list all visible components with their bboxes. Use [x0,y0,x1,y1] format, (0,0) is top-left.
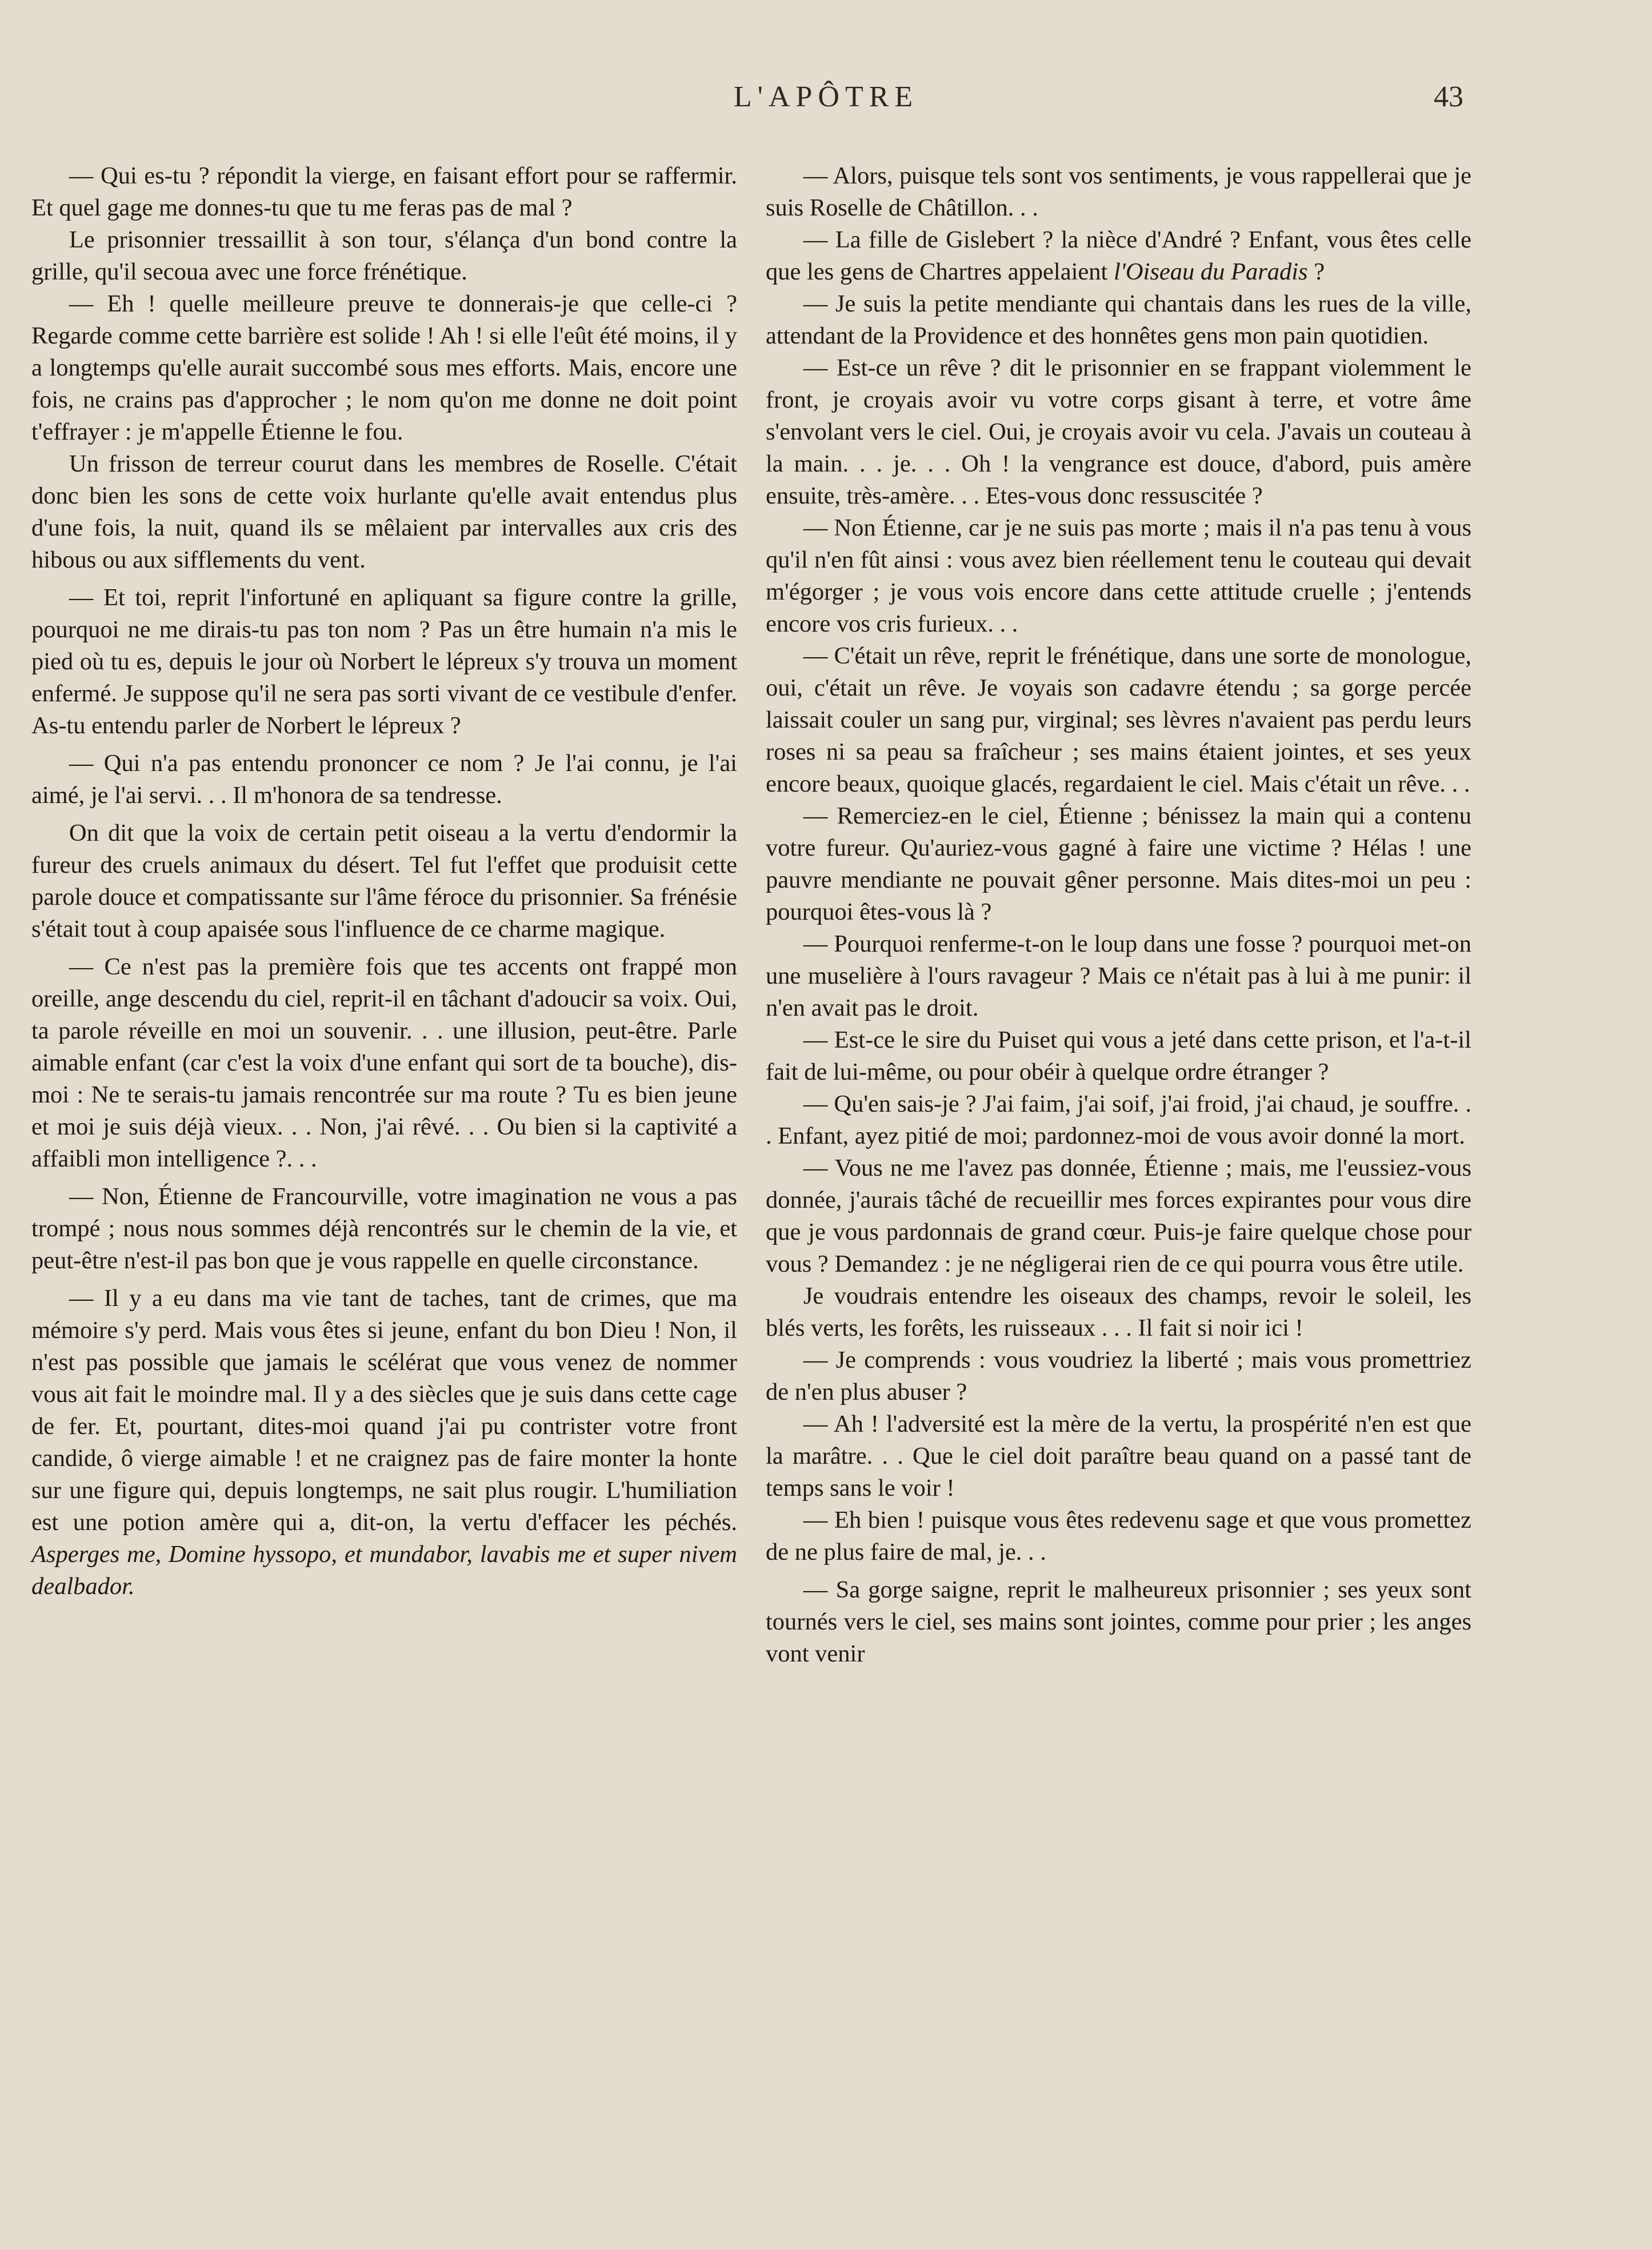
page-number: 43 [1434,81,1463,113]
paragraph: — Alors, puisque tels sont vos sentiments, je vous rappellerai que je suis Roselle de Châtillon. . . [766,162,1471,221]
paragraph: — Je suis la petite mendiante qui chantais dans les rues de la ville, attendant de la Providence et des honnêtes gens mon pain quotidien. [766,290,1471,349]
paragraph: — Eh ! quelle meilleure preuve te donnerais-je que celle-ci ? Regarde comme cette barrière est solide ! Ah ! si elle l'eût été moins, il y a longtemps qu'elle aurait succombé sous mes efforts. Mais, encore une fois, ne crains pas d'approcher ; le nom qu'on me donne ne doit point t'effrayer : je m'appelle Étienne le fou. [31,290,738,445]
paragraph: Un frisson de terreur courut dans les membres de Roselle. C'était donc bien les sons de cette voix hurlante qu'elle avait entendus plus d'une fois, la nuit, quand ils se mêlaient par intervalles aux cris des hibous ou aux sifflements du vent. [31,450,737,573]
paragraph: — Qui es-tu ? répondit la vierge, en faisant effort pour se raffermir. Et quel gage me donnes-tu que tu me feras pas de mal ? [31,162,737,221]
paragraph: — Eh bien ! puisque vous êtes redevenu sage et que vous promettez de ne plus faire de mal, je. . . [766,1507,1471,1565]
paragraph-with-italic [766,224,1471,288]
paragraph: — Pourquoi renferme-t-on le loup dans une fosse ? pourquoi met-on une muselière à l'ours ravageur ? Mais ce n'était pas à lui à me punir: il n'en avait pas le droit. [766,930,1471,1021]
paragraph-text: — Il y a eu dans ma vie tant de taches, tant de crimes, que ma mémoire s'y perd. Mais vous êtes si jeune, enfant du bon Dieu ! Non, il n'est pas possible que jamais le scélérat que vous venez de nommer vous ait fait le moindre mal. Il y a des siècles que je suis dans cette cage de fer. Et, pourtant, dites-moi quand j'ai pu contrister votre front candide, ô vierge aimable ! et ne craignez pas de faire monter la honte sur une figure qui, depuis longtemps, ne sait plus rougir. L'humiliation est une potion amère qui a, dit-on, la vertu d'effacer les péchés. [31,1285,737,1536]
paragraph: — Sa gorge saigne, reprit le malheureux prisonnier ; ses yeux sont tournés vers le ciel, ses mains sont jointes, comme pour prier ; les anges vont venir [766,1576,1471,1667]
paragraph: Le prisonnier tressaillit à son tour, s'élança d'un bond contre la grille, qu'il secoua avec une force frénétique. [31,226,737,285]
page-header [0,67,1652,113]
right-column [766,160,1471,1670]
paragraph: — Qu'en sais-je ? J'ai faim, j'ai soif, j'ai froid, j'ai chaud, je souffre. . . Enfant, ayez pitié de moi; pardonnez-moi de vous avoir donné la mort. [766,1090,1471,1149]
paragraph: — C'était un rêve, reprit le frénétique, dans une sorte de monologue, oui, c'était un rêve. Je voyais son cadavre étendu ; sa gorge percée laissait couler un sang pur, virginal; ses lèvres n'avaient pas perdu leurs roses ni sa peau sa fraîcheur ; ses mains étaient jointes, et ses yeux encore beaux, quoique glacés, regardaient le ciel. Mais c'était un rêve. . . [766,642,1471,797]
paragraph: Je voudrais entendre les oiseaux des champs, revoir le soleil, les blés verts, les forêts, les ruisseaux . . . Il fait si noir ici ! [766,1283,1471,1341]
paragraph: — Est-ce le sire du Puiset qui vous a jeté dans cette prison, et l'a-t-il fait de lui-même, ou pour obéir à quelque ordre étranger ? [766,1026,1471,1085]
paragraph: — Ah ! l'adversité est la mère de la vertu, la prospérité n'en est que la marâtre. . . Que le ciel doit paraître beau quand on a passé tant de temps sans le voir ! [766,1411,1471,1501]
paragraph: — Non, Étienne de Francourville, votre imagination ne vous a pas trompé ; nous nous sommes déjà rencontrés sur le chemin de la vie, et peut-être n'est-il pas bon que je vous rappelle en quelle circonstance. [31,1183,737,1274]
italic-title: l'Oiseau du Paradis [1113,258,1308,285]
paragraph: — Non Étienne, car je ne suis pas morte ; mais il n'a pas tenu à vous qu'il n'en fût ainsi : vous avez bien réellement tenu le couteau qui devait m'égorger ; je vous vois encore dans cette attitude cruelle ; j'entends encore vos cris furieux. . . [766,514,1471,637]
paragraph: On dit que la voix de certain petit oiseau a la vertu d'endormir la fureur des cruels animaux du désert. Tel fut l'effet que produisit cette parole douce et compatissante sur l'âme féroce du prisonnier. Sa frénésie s'était tout à coup apaisée sous l'influence de ce charme magique. [31,820,737,942]
latin-quotation: Asperges me, Domine hyssopo, et mundabor, lavabis me et super nivem dealbador. [31,1541,737,1600]
paragraph: — Ce n'est pas la première fois que tes accents ont frappé mon oreille, ange descendu du ciel, reprit-il en tâchant d'adoucir sa voix. Oui, ta parole réveille en moi un souvenir. . . une illusion, peut-être. Parle aimable enfant (car c'est la voix d'une enfant qui sort de ta bouche), dis-moi : Ne te serais-tu jamais rencontrée sur ma route ? Tu es bien jeune et moi je suis déjà vieux. . . Non, j'ai rêvé. . . Ou bien si la captivité a affaibli mon intelligence ?. . . [31,953,737,1172]
paragraph: — Je comprends : vous voudriez la liberté ; mais vous promettriez de n'en plus abuser ? [766,1347,1471,1405]
left-column [31,160,737,1603]
running-title: L'APÔTRE [733,81,919,113]
paragraph: — Qui n'a pas entendu prononcer ce nom ? Je l'ai connu, je l'ai aimé, je l'ai servi. . . Il m'honora de sa tendresse. [31,750,737,809]
paragraph: — Est-ce un rêve ? dit le prisonnier en se frappant violemment le front, je croyais avoir vu votre corps gisant à terre, et votre âme s'envolant vers le ciel. Oui, je croyais avoir vu cela. J'avais un couteau à la main. . . je. . . Oh ! la vengrance est douce, d'abord, puis amère ensuite, très-amère. . . Etes-vous donc ressuscitée ? [766,354,1471,509]
paragraph: — Vous ne me l'avez pas donnée, Étienne ; mais, me l'eussiez-vous donnée, j'aurais tâché de recueillir mes forces expirantes pour vous dire que je vous pardonnais de grand cœur. Puis-je faire quelque chose pour vous ? Demandez : je ne négligerai rien de ce qui pourra vous être utile. [766,1155,1471,1277]
paragraph-text: — La fille de Gislebert ? la nièce d'André ? Enfant, vous êtes celle que les gens de Chartres appelaient [766,226,1471,285]
paragraph-text-end: ? [1307,258,1325,285]
paragraph: — Et toi, reprit l'infortuné en apliquant sa figure contre la grille, pourquoi ne me dirais-tu pas ton nom ? Pas un être humain n'a mis le pied où tu es, depuis le jour où Norbert le lépreux s'y trouva un moment enfermé. Je suppose qu'il ne sera pas sorti vivant de ce vestibule d'enfer. As-tu entendu parler de Norbert le lépreux ? [31,584,737,739]
paragraph-with-latin [31,1283,737,1603]
paragraph: — Remerciez-en le ciel, Étienne ; bénissez la main qui a contenu votre fureur. Qu'auriez-vous gagné à faire une victime ? Hélas ! une pauvre mendiante ne pouvait gêner personne. Mais dites-moi un peu : pourquoi êtes-vous là ? [766,802,1471,925]
